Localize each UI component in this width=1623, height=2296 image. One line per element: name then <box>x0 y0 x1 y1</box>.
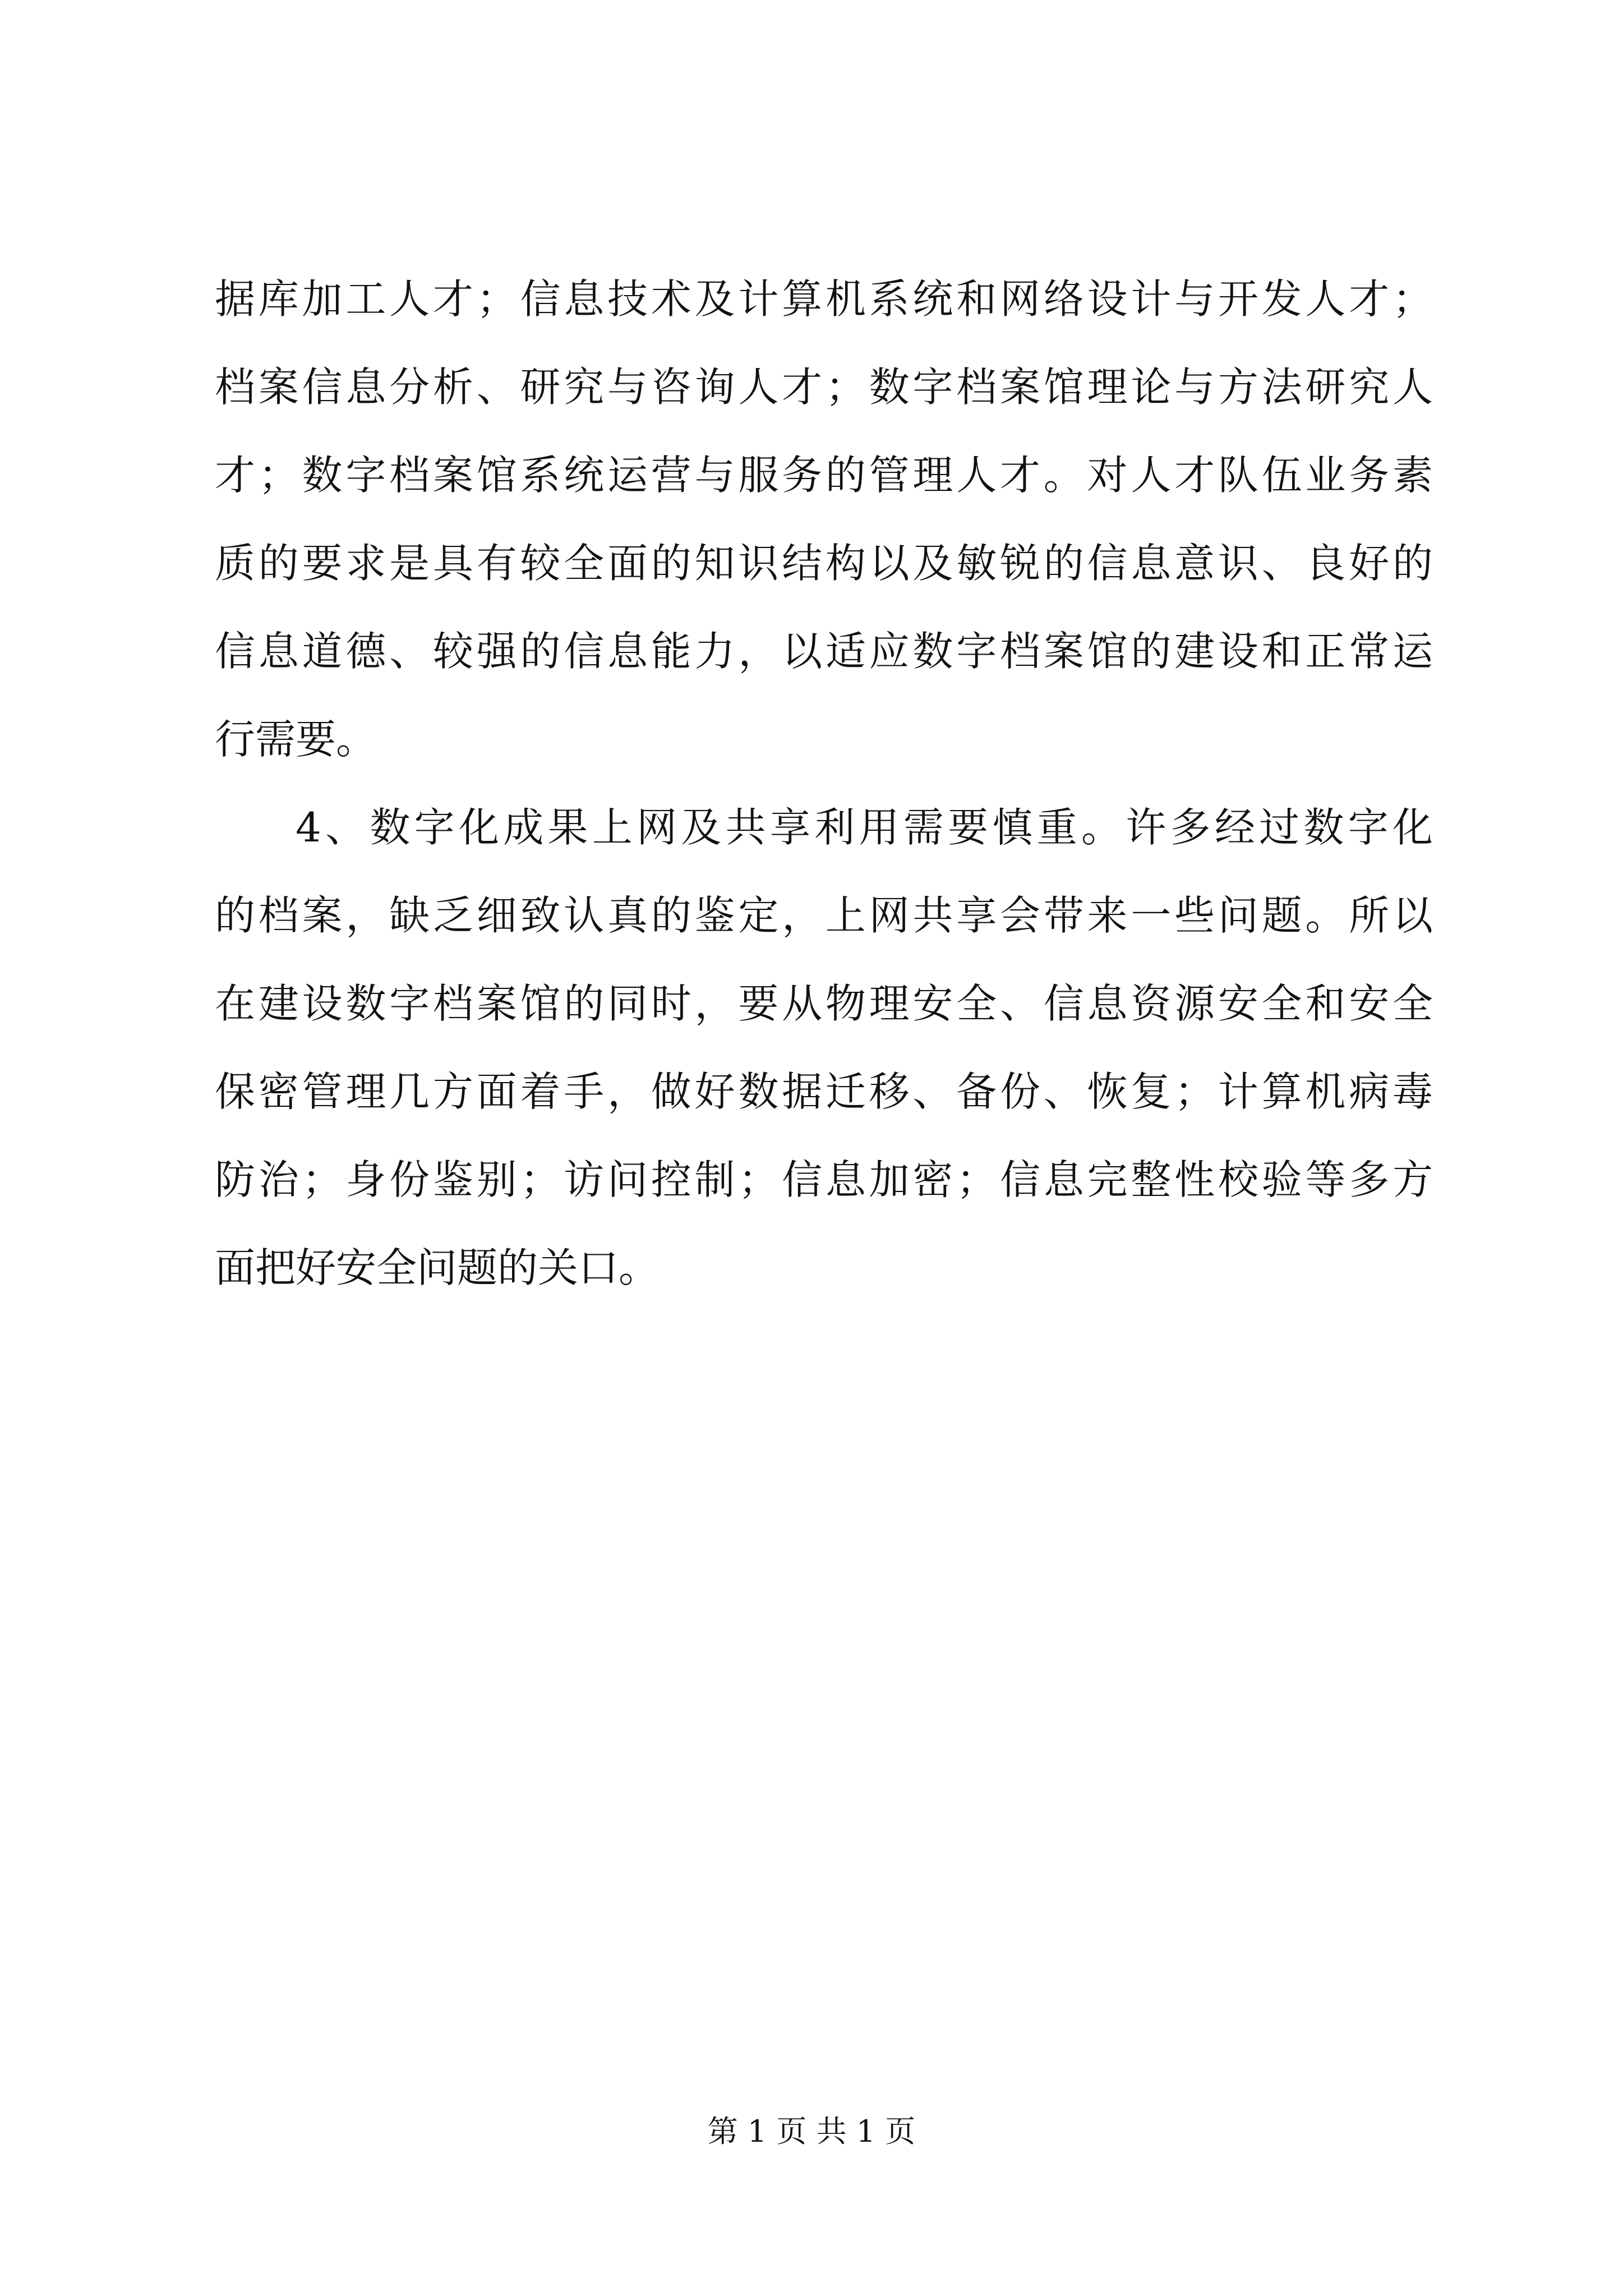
paragraph-1-line-4: 质的要求是具有较全面的知识结构以及敏锐的信息意识、良好的 <box>215 540 1433 587</box>
paragraph-1-line-5: 信息道德、较强的信息能力，以适应数字档案馆的建设和正常运 <box>215 628 1433 675</box>
paragraph-2-line-2: 的档案，缺乏细致认真的鉴定，上网共享会带来一些问题。所以 <box>215 892 1433 939</box>
paragraph-2-line-4: 保密管理几方面着手，做好数据迁移、备份、恢复；计算机病毒 <box>215 1068 1433 1115</box>
paragraph-1-line-1: 据库加工人才；信息技术及计算机系统和网络设计与开发人才； <box>215 275 1433 323</box>
page-footer: 第 1 页 共 1 页 <box>707 2114 916 2149</box>
paragraph-1-line-6: 行需要。 <box>215 716 377 763</box>
paragraph-2-line-5: 防治；身份鉴别；访问控制；信息加密；信息完整性校验等多方 <box>215 1156 1433 1203</box>
paragraph-1-line-2: 档案信息分析、研究与咨询人才；数字档案馆理论与方法研究人 <box>215 364 1433 411</box>
paragraph-2-line-3: 在建设数字档案馆的同时，要从物理安全、信息资源安全和安全 <box>215 980 1433 1027</box>
document-body <box>215 255 1433 1312</box>
paragraph-2-line-6: 面把好安全问题的关口。 <box>215 1244 660 1291</box>
paragraph-1-line-3: 才；数字档案馆系统运营与服务的管理人才。对人才队伍业务素 <box>215 452 1433 499</box>
paragraph-2-line-1: 4、数字化成果上网及共享利用需要慎重。许多经过数字化 <box>296 804 1433 851</box>
